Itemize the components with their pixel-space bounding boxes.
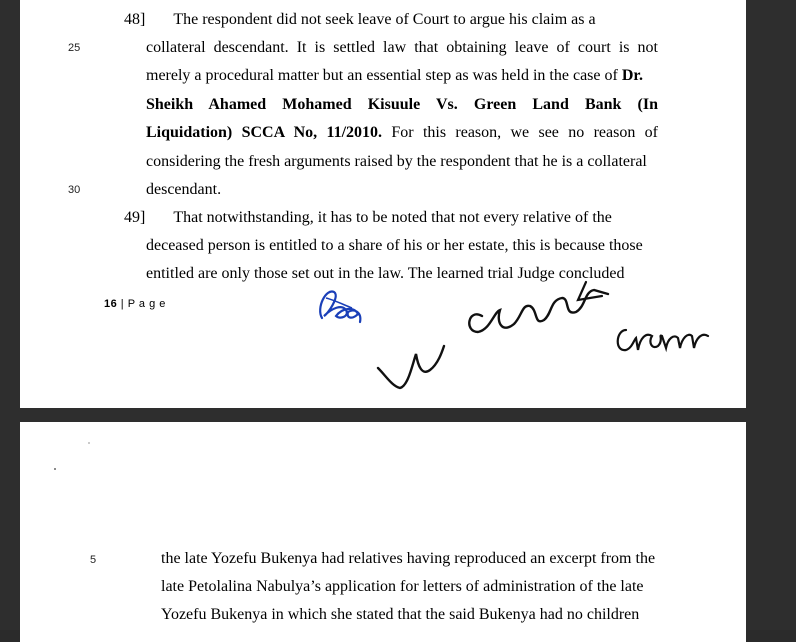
document-page-16 <box>20 0 746 408</box>
text-span: merely a procedural matter but an essential step as was held in the case of <box>146 67 622 84</box>
text-span: For this reason, we see no reason of <box>382 124 658 141</box>
case-citation-bold: Liquidation) SCCA No, 11/2010. <box>146 124 383 141</box>
line-number-5: 5 <box>90 554 97 566</box>
para-49-line-3: entitled are only those set out in the law. The learned trial Judge concluded <box>146 265 625 282</box>
line-number-25: 25 <box>68 42 81 54</box>
para-48-line-6: considering the fresh arguments raised by the respondent that he is a collateral <box>146 153 647 170</box>
body-line-2: late Petolalina Nabulya’s application for letters of administration of the late <box>161 578 644 595</box>
line-number-30: 30 <box>68 184 81 196</box>
para-48-line-7: descendant. <box>146 181 222 198</box>
para-48-line-3 <box>146 66 643 86</box>
footer-page-label: P a g e <box>127 298 166 310</box>
signature-mark-black-large <box>372 276 622 396</box>
body-line-3: Yozefu Bukenya in which she stated that the said Bukenya had no children <box>161 606 640 623</box>
case-name-bold: Dr. <box>621 67 644 84</box>
para-49-line-2: deceased person is entitled to a share of his or her estate, this is because those <box>146 237 643 254</box>
page-number: 16 <box>104 298 118 310</box>
body-line-1: the late Yozefu Bukenya had relatives having reproduced an excerpt from the <box>161 550 656 567</box>
para-48-line-1: 48] The respondent did not seek leave of Court to argue his claim as a <box>124 11 596 28</box>
para-48-line-5 <box>146 123 658 143</box>
scan-speck <box>88 442 90 444</box>
para-48-line-2: collateral descendant. It is settled law that obtaining leave of court is not <box>146 39 658 56</box>
para-48-line-4-case-citation: Sheikh Ahamed Mohamed Kisuule Vs. Green Land Bank (In <box>146 96 658 113</box>
signature-mark-black-small <box>612 318 712 358</box>
document-page-17 <box>20 422 746 642</box>
signature-mark-blue <box>312 278 372 328</box>
footer-separator: | <box>117 298 128 310</box>
page-footer <box>104 298 166 310</box>
para-49-line-1: 49] That notwithstanding, it has to be noted that not every relative of the <box>124 209 612 226</box>
scan-speck <box>54 468 56 470</box>
